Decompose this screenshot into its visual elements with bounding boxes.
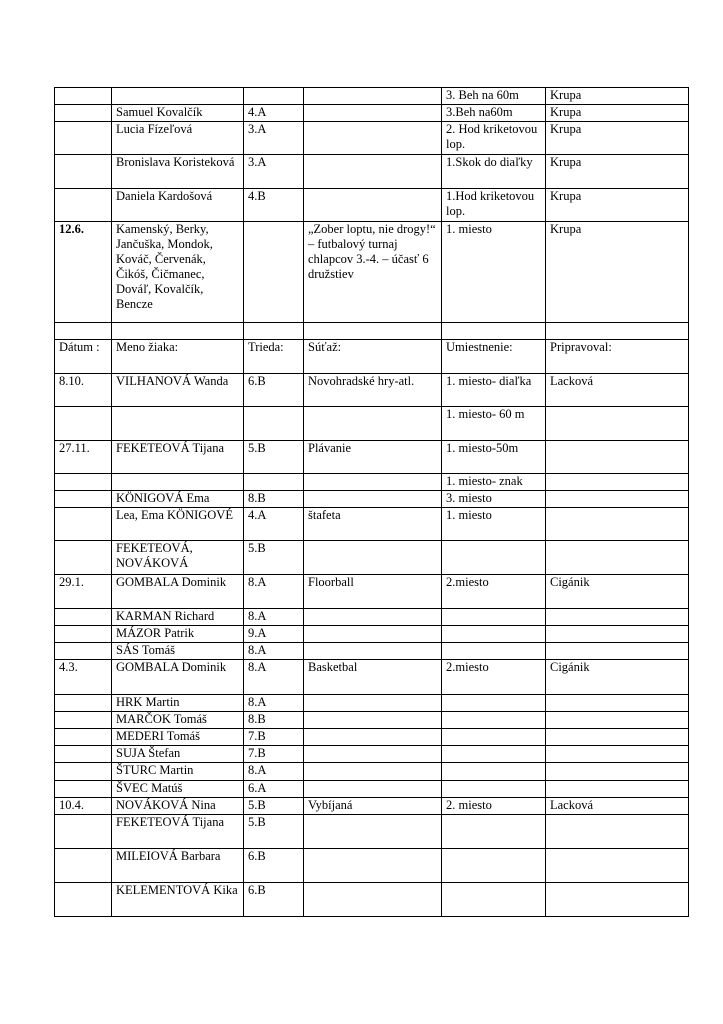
class-cell: 8.A (244, 609, 304, 626)
event-cell (304, 155, 442, 189)
table-row (55, 323, 689, 340)
placement-cell (442, 712, 546, 729)
student-name-cell: FEKETEOVÁ, NOVÁKOVÁ (112, 541, 244, 575)
event-cell (304, 763, 442, 781)
date-cell (55, 712, 112, 729)
coach-cell (546, 712, 689, 729)
coach-cell (546, 815, 689, 849)
coach-cell: Krupa (546, 155, 689, 189)
date-cell (55, 474, 112, 491)
event-cell (304, 407, 442, 441)
class-cell: 5.B (244, 815, 304, 849)
class-cell (244, 88, 304, 105)
class-cell: 6.B (244, 849, 304, 883)
coach-cell: Lacková (546, 374, 689, 407)
table-row (55, 798, 689, 815)
class-cell: 5.B (244, 441, 304, 474)
date-cell (55, 746, 112, 763)
coach-cell: Krupa (546, 189, 689, 222)
student-name-cell (112, 323, 244, 340)
event-cell: Floorball (304, 575, 442, 609)
event-cell (304, 122, 442, 155)
student-name-cell: GOMBALA Dominik (112, 660, 244, 695)
table-row (55, 105, 689, 122)
student-name-cell: GOMBALA Dominik (112, 575, 244, 609)
coach-cell (546, 491, 689, 508)
coach-cell: Lacková (546, 798, 689, 815)
date-cell (55, 122, 112, 155)
event-header: Súťaž: (304, 340, 442, 374)
student-name-header: Meno žiaka: (112, 340, 244, 374)
event-cell (304, 883, 442, 917)
date-cell (55, 105, 112, 122)
class-cell: 6.B (244, 883, 304, 917)
date-cell (55, 189, 112, 222)
student-name-cell: KÖNIGOVÁ Ema (112, 491, 244, 508)
placement-cell: 1. miesto (442, 508, 546, 541)
event-cell: štafeta (304, 508, 442, 541)
student-name-cell: Daniela Kardošová (112, 189, 244, 222)
class-cell (244, 323, 304, 340)
table-row (55, 88, 689, 105)
event-cell (304, 491, 442, 508)
class-cell: 4.A (244, 508, 304, 541)
student-name-cell: SÁS Tomáš (112, 643, 244, 660)
date-cell (55, 643, 112, 660)
table-row (55, 712, 689, 729)
date-cell (55, 491, 112, 508)
coach-cell (546, 746, 689, 763)
student-name-cell: Bronislava Koristeková (112, 155, 244, 189)
placement-cell: 1.Skok do diaľky (442, 155, 546, 189)
table-row (55, 222, 689, 323)
event-cell (304, 323, 442, 340)
class-cell: 6.B (244, 374, 304, 407)
table-row (55, 849, 689, 883)
coach-cell (546, 763, 689, 781)
table-row (55, 746, 689, 763)
class-cell: 8.A (244, 575, 304, 609)
class-cell: 7.B (244, 746, 304, 763)
student-name-cell: HRK Martin (112, 695, 244, 712)
event-cell: Plávanie (304, 441, 442, 474)
placement-cell (442, 729, 546, 746)
class-cell: 6.A (244, 781, 304, 798)
table-row (55, 374, 689, 407)
table-row (55, 407, 689, 441)
placement-cell: 3.Beh na60m (442, 105, 546, 122)
table-row (55, 643, 689, 660)
placement-cell: 3. Beh na 60m (442, 88, 546, 105)
placement-cell (442, 626, 546, 643)
event-cell (304, 609, 442, 626)
event-cell (304, 189, 442, 222)
placement-cell (442, 746, 546, 763)
table-row (55, 815, 689, 849)
placement-header: Umiestnenie: (442, 340, 546, 374)
table-row (55, 122, 689, 155)
student-name-cell: MARČOK Tomáš (112, 712, 244, 729)
coach-cell (546, 849, 689, 883)
coach-cell (546, 643, 689, 660)
placement-cell: 3. miesto (442, 491, 546, 508)
coach-cell (546, 781, 689, 798)
placement-cell (442, 763, 546, 781)
date-cell: 10.4. (55, 798, 112, 815)
date-cell (55, 849, 112, 883)
placement-cell (442, 815, 546, 849)
coach-cell (546, 609, 689, 626)
event-cell (304, 695, 442, 712)
student-name-cell: ŠTURC Martin (112, 763, 244, 781)
date-cell: 27.11. (55, 441, 112, 474)
placement-cell: 1. miesto-50m (442, 441, 546, 474)
date-cell (55, 541, 112, 575)
student-name-cell: NOVÁKOVÁ Nina (112, 798, 244, 815)
table-row (55, 763, 689, 781)
event-cell: „Zober loptu, nie drogy!“ – futbalový turnaj chlapcov 3.-4. – účasť 6 družstiev (304, 222, 442, 323)
date-cell (55, 407, 112, 441)
student-name-cell: KARMAN Richard (112, 609, 244, 626)
coach-cell: Cigánik (546, 660, 689, 695)
date-cell (55, 626, 112, 643)
date-cell (55, 815, 112, 849)
coach-cell (546, 508, 689, 541)
coach-cell (546, 695, 689, 712)
coach-cell (546, 441, 689, 474)
class-cell: 3.A (244, 155, 304, 189)
date-cell: 8.10. (55, 374, 112, 407)
class-cell: 8.A (244, 763, 304, 781)
table-row (55, 508, 689, 541)
placement-cell: 1. miesto- diaľka (442, 374, 546, 407)
coach-cell (546, 407, 689, 441)
placement-cell: 1. miesto- 60 m (442, 407, 546, 441)
table-row (55, 695, 689, 712)
coach-cell: Krupa (546, 105, 689, 122)
date-cell: 29.1. (55, 575, 112, 609)
placement-cell: 1. miesto- znak (442, 474, 546, 491)
student-name-cell: MÁZOR Patrik (112, 626, 244, 643)
table-row (55, 441, 689, 474)
class-cell (244, 407, 304, 441)
class-cell: 4.A (244, 105, 304, 122)
class-cell: 4.B (244, 189, 304, 222)
student-name-cell: VILHANOVÁ Wanda (112, 374, 244, 407)
placement-cell: 1. miesto (442, 222, 546, 323)
student-name-cell: SUJA Štefan (112, 746, 244, 763)
class-cell: 7.B (244, 729, 304, 746)
class-cell: 3.A (244, 122, 304, 155)
placement-cell (442, 323, 546, 340)
student-name-cell: MEDERI Tomáš (112, 729, 244, 746)
table-row (55, 660, 689, 695)
event-cell: Vybíjaná (304, 798, 442, 815)
date-cell (55, 695, 112, 712)
placement-cell (442, 781, 546, 798)
event-cell (304, 474, 442, 491)
date-cell: 4.3. (55, 660, 112, 695)
coach-cell: Krupa (546, 122, 689, 155)
placement-cell: 1.Hod kriketovou lop. (442, 189, 546, 222)
class-cell: 8.A (244, 660, 304, 695)
results-table (54, 87, 689, 917)
date-cell: 12.6. (55, 222, 112, 323)
table-header-row (55, 340, 689, 374)
student-name-cell: FEKETEOVÁ Tijana (112, 815, 244, 849)
coach-cell (546, 729, 689, 746)
coach-cell (546, 323, 689, 340)
event-cell (304, 729, 442, 746)
table-row (55, 883, 689, 917)
table-row (55, 626, 689, 643)
table-row (55, 155, 689, 189)
class-cell (244, 222, 304, 323)
event-cell (304, 781, 442, 798)
event-cell (304, 746, 442, 763)
class-cell: 8.B (244, 491, 304, 508)
coach-cell (546, 474, 689, 491)
date-cell (55, 763, 112, 781)
event-cell (304, 541, 442, 575)
coach-cell (546, 541, 689, 575)
table-row (55, 729, 689, 746)
placement-cell (442, 883, 546, 917)
date-cell (55, 88, 112, 105)
class-cell: 8.A (244, 695, 304, 712)
coach-cell: Krupa (546, 222, 689, 323)
table-row (55, 781, 689, 798)
placement-cell: 2.miesto (442, 575, 546, 609)
event-cell (304, 815, 442, 849)
event-cell (304, 849, 442, 883)
class-cell (244, 474, 304, 491)
placement-cell (442, 643, 546, 660)
event-cell (304, 88, 442, 105)
placement-cell (442, 541, 546, 575)
student-name-cell: Kamenský, Berky, Jančuška, Mondok, Kováč, Červenák, Čikóš, Čičmanec, Dováľ, Kovalčík, Bencze (112, 222, 244, 323)
student-name-cell (112, 474, 244, 491)
class-cell: 8.A (244, 643, 304, 660)
event-cell (304, 105, 442, 122)
table-row (55, 189, 689, 222)
class-cell: 5.B (244, 798, 304, 815)
student-name-cell (112, 407, 244, 441)
date-header: Dátum : (55, 340, 112, 374)
student-name-cell: Lucia Fízeľová (112, 122, 244, 155)
student-name-cell: Samuel Kovalčík (112, 105, 244, 122)
student-name-cell: KELEMENTOVÁ Kika (112, 883, 244, 917)
date-cell (55, 609, 112, 626)
coach-cell (546, 626, 689, 643)
date-cell (55, 781, 112, 798)
placement-cell: 2.miesto (442, 660, 546, 695)
coach-cell (546, 883, 689, 917)
date-cell (55, 323, 112, 340)
student-name-cell: FEKETEOVÁ Tijana (112, 441, 244, 474)
class-cell: 8.B (244, 712, 304, 729)
placement-cell (442, 849, 546, 883)
student-name-cell (112, 88, 244, 105)
class-header: Trieda: (244, 340, 304, 374)
student-name-cell: MILEIOVÁ Barbara (112, 849, 244, 883)
event-cell (304, 712, 442, 729)
student-name-cell: ŠVEC Matúš (112, 781, 244, 798)
date-cell (55, 508, 112, 541)
event-cell: Basketbal (304, 660, 442, 695)
placement-cell: 2. Hod kriketovou lop. (442, 122, 546, 155)
class-cell: 9.A (244, 626, 304, 643)
coach-cell: Cigánik (546, 575, 689, 609)
table-row (55, 491, 689, 508)
table-row (55, 474, 689, 491)
date-cell (55, 883, 112, 917)
date-cell (55, 155, 112, 189)
class-cell: 5.B (244, 541, 304, 575)
date-cell (55, 729, 112, 746)
placement-cell: 2. miesto (442, 798, 546, 815)
coach-header: Pripravoval: (546, 340, 689, 374)
placement-cell (442, 695, 546, 712)
event-cell (304, 626, 442, 643)
student-name-cell: Lea, Ema KÖNIGOVÉ (112, 508, 244, 541)
event-cell: Novohradské hry-atl. (304, 374, 442, 407)
table-row (55, 575, 689, 609)
table-row (55, 541, 689, 575)
placement-cell (442, 609, 546, 626)
event-cell (304, 643, 442, 660)
table-row (55, 609, 689, 626)
coach-cell: Krupa (546, 88, 689, 105)
